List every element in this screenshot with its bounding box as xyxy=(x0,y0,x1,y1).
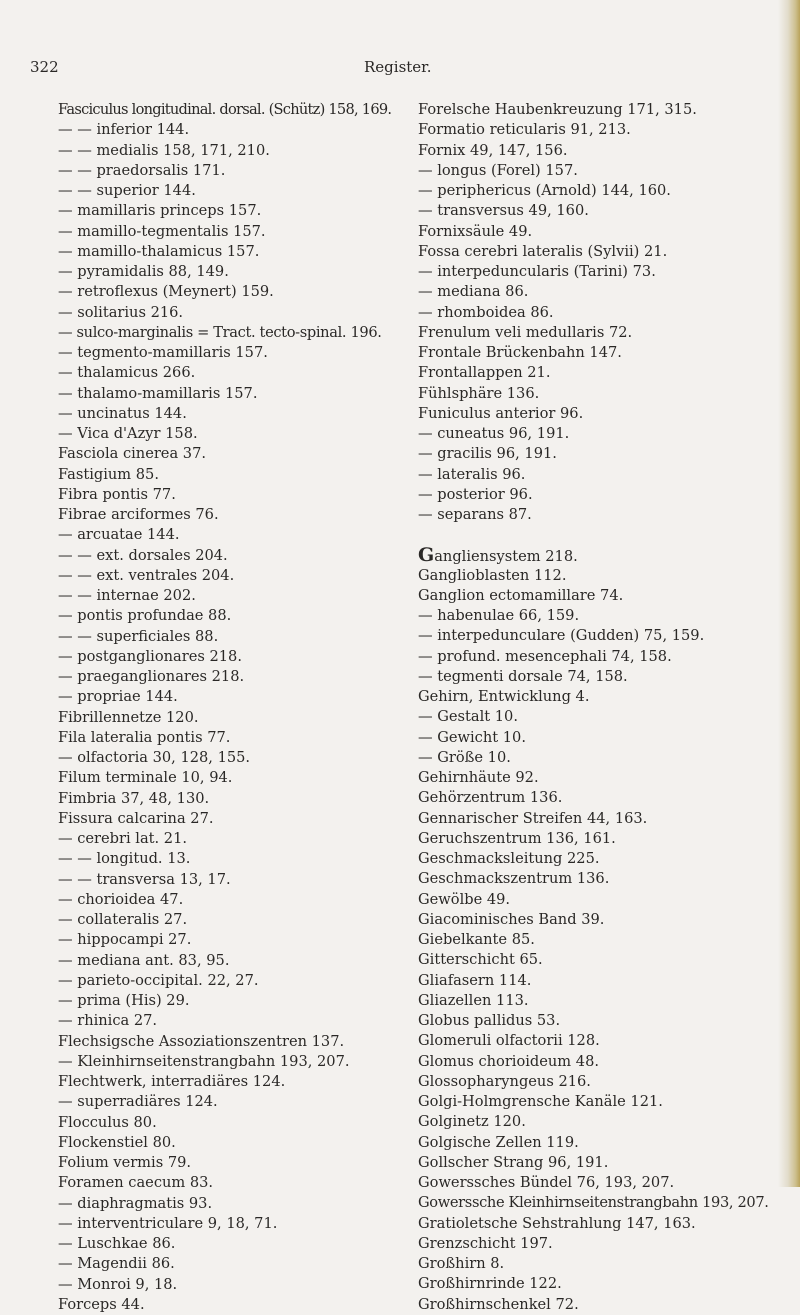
index-entry: Foramen caecum 83. xyxy=(58,1174,214,1192)
index-entry: Fila lateralia pontis 77. xyxy=(58,728,231,746)
section-initial: G xyxy=(418,544,435,567)
index-entry: Gehörzentrum 136. xyxy=(418,789,563,807)
index-entry: — longus (Forel) 157. xyxy=(418,161,578,179)
index-entry: Geschmackszentrum 136. xyxy=(418,870,610,888)
index-entry: Ganglion ectomamillare 74. xyxy=(418,586,624,604)
index-entry: — Vica d'Azyr 158. xyxy=(58,425,198,442)
index-entry: Flechsigsche Assoziationszentren 137. xyxy=(58,1032,345,1050)
index-entry: — — inferior 144. xyxy=(58,121,190,139)
index-entry: — parieto-occipital. 22, 27. xyxy=(58,971,259,989)
index-entry: Frontale Brückenbahn 147. xyxy=(418,344,622,361)
index-entry: — superradiäres 124. xyxy=(58,1093,218,1111)
index-entry: Flockenstiel 80. xyxy=(58,1133,176,1151)
index-entry: Fastigium 85. xyxy=(58,465,159,483)
index-entry: — gracilis 96, 191. xyxy=(418,445,557,463)
index-entry: Fissura calcarina 27. xyxy=(58,809,214,827)
index-entry: — Monroi 9, 18. xyxy=(58,1275,178,1293)
index-section-f xyxy=(418,100,790,525)
index-entry: Fasciola cinerea 37. xyxy=(58,445,206,463)
index-entry: Folium vermis 79. xyxy=(58,1154,192,1171)
index-entry: Gewölbe 49. xyxy=(418,890,511,908)
index-entry: — thalamo-mamillaris 157. xyxy=(58,384,258,402)
index-entry: Großhirnrinde 122. xyxy=(418,1275,562,1293)
index-entry: Flechtwerk, interradiäres 124. xyxy=(58,1073,286,1090)
index-entry: Forelsche Haubenkreuzung 171, 315. xyxy=(418,101,697,118)
page-header xyxy=(0,58,800,82)
index-entry: — — superior 144. xyxy=(58,182,196,199)
index-entry: — rhomboidea 86. xyxy=(418,303,554,321)
index-entry: Fossa cerebri lateralis (Sylvii) 21. xyxy=(418,242,668,260)
index-entry: — arcuatae 144. xyxy=(58,526,180,544)
index-entry: — prima (His) 29. xyxy=(58,992,190,1009)
index-entry: — — internae 202. xyxy=(58,587,196,604)
index-entry: — solitarius 216. xyxy=(58,303,184,321)
index-entry: Fibrae arciformes 76. xyxy=(58,506,219,523)
index-entry: — thalamicus 266. xyxy=(58,364,196,382)
index-entry: — — superficiales 88. xyxy=(58,627,219,645)
index-entry: Globus pallidus 53. xyxy=(418,1012,561,1029)
index-entry: — mediana 86. xyxy=(418,283,529,301)
index-entry: — interpeduncularis (Tarini) 73. xyxy=(418,263,656,280)
index-entry: Forceps 44. xyxy=(58,1295,145,1313)
index-entry: — profund. mesencephali 74, 158. xyxy=(418,647,672,665)
index-entry: Fimbria 37, 48, 130. xyxy=(58,789,210,807)
index-entry: Geruchszentrum 136, 161. xyxy=(418,829,616,847)
index-entry: Gliazellen 113. xyxy=(418,991,529,1009)
index-entry: — Gestalt 10. xyxy=(418,708,518,726)
index-entry: Fasciculus longitudinal. dorsal. (Schütz) 158, 169. xyxy=(58,101,392,118)
index-entry: Großhirn 8. xyxy=(418,1255,505,1272)
index-entry: — — ext. dorsales 204. xyxy=(58,546,228,564)
index-entry: Gowerssche Kleinhirnseitenstrangbahn 193, 207. xyxy=(418,1194,769,1212)
index-entry: Gennarischer Streifen 44, 163. xyxy=(418,809,648,827)
index-entry: Gliafasern 114. xyxy=(418,971,532,989)
index-entry: — collateralis 27. xyxy=(58,911,188,928)
index-entry: Filum terminale 10, 94. xyxy=(58,769,233,787)
index-entry: Fornixsäule 49. xyxy=(418,222,533,240)
index-entry: Funiculus anterior 96. xyxy=(418,404,584,422)
index-entry: — lateralis 96. xyxy=(418,465,526,483)
index-entry: Fibrillennetze 120. xyxy=(58,708,199,726)
index-entry: — cuneatus 96, 191. xyxy=(418,425,570,442)
index-entry: Geschmacksleitung 225. xyxy=(418,850,600,867)
index-entry: Golginetz 120. xyxy=(418,1113,526,1131)
index-entry: — — medialis 158, 171, 210. xyxy=(58,141,270,159)
index-column-left xyxy=(58,100,410,1315)
index-column-right xyxy=(418,100,790,1315)
index-entry: Giebelkante 85. xyxy=(418,931,535,948)
index-entry: Gollscher Strang 96, 191. xyxy=(418,1153,609,1171)
index-entry: Gitterschicht 65. xyxy=(418,951,543,969)
index-entry: — hippocampi 27. xyxy=(58,931,192,949)
index-entry: Ganglioblasten 112. xyxy=(418,566,567,584)
index-entry: — periphericus (Arnold) 144, 160. xyxy=(418,182,671,199)
index-entry: Golgi-Holmgrensche Kanäle 121. xyxy=(418,1093,663,1110)
index-entry: — pontis profundae 88. xyxy=(58,607,232,625)
index-entry: — olfactoria 30, 128, 155. xyxy=(58,749,251,766)
index-entry: Glossopharyngeus 216. xyxy=(418,1072,591,1090)
index-entry: Frenulum veli medullaris 72. xyxy=(418,323,633,341)
index-entry: — praeganglionares 218. xyxy=(58,668,245,685)
index-entry: — chorioidea 47. xyxy=(58,890,184,908)
index-entry: — — praedorsalis 171. xyxy=(58,161,226,179)
index-entry: — habenulae 66, 159. xyxy=(418,607,580,624)
index-entry: Fornix 49, 147, 156. xyxy=(418,141,568,159)
index-entry: — interpedunculare (Gudden) 75, 159. xyxy=(418,627,705,645)
index-entry: Großhirnschenkel 72. xyxy=(418,1295,579,1313)
index-entry: — interventriculare 9, 18, 71. xyxy=(58,1214,278,1232)
index-entry: — sulco-marginalis = Tract. tecto-spinal. 196. xyxy=(58,323,382,341)
index-entry: Fühlsphäre 136. xyxy=(418,384,540,402)
index-entry: Formatio reticularis 91, 213. xyxy=(418,121,631,139)
index-entry: Gehirn, Entwicklung 4. xyxy=(418,688,590,705)
page-number: 322 xyxy=(30,58,59,76)
index-entry: — uncinatus 144. xyxy=(58,404,187,422)
index-entry: Grenzschicht 197. xyxy=(418,1234,553,1252)
index-entry: — mediana ant. 83, 95. xyxy=(58,951,230,969)
index-entry: — propriae 144. xyxy=(58,688,178,706)
index-entry: — mamillo-tegmentalis 157. xyxy=(58,222,266,240)
index-entry: — Gewicht 10. xyxy=(418,728,526,746)
index-entry: Flocculus 80. xyxy=(58,1113,157,1131)
index-entry: Gratioletsche Sehstrahlung 147, 163. xyxy=(418,1214,696,1232)
index-entry xyxy=(418,545,790,565)
index-entry: Gehirnhäute 92. xyxy=(418,769,539,786)
index-entry: Golgische Zellen 119. xyxy=(418,1133,579,1151)
running-head: Register. xyxy=(364,58,432,76)
index-entry: — posterior 96. xyxy=(418,485,533,503)
index-entry: — diaphragmatis 93. xyxy=(58,1194,213,1212)
index-entry: — tegmenti dorsale 74, 158. xyxy=(418,667,628,685)
index-entry-text: angliensystem 218. xyxy=(434,548,578,566)
index-entry: — mamillaris princeps 157. xyxy=(58,202,262,220)
index-entry: Frontallappen 21. xyxy=(418,364,551,382)
index-entry: Fibra pontis 77. xyxy=(58,485,176,503)
index-entry: Giacominisches Band 39. xyxy=(418,910,605,928)
index-entry: — — longitud. 13. xyxy=(58,850,191,868)
index-entry: — transversus 49, 160. xyxy=(418,202,589,220)
index-entry: — — ext. ventrales 204. xyxy=(58,566,235,584)
index-entry: — tegmento-mamillaris 157. xyxy=(58,344,268,361)
index-entry: — Luschkae 86. xyxy=(58,1235,176,1252)
index-entry: — pyramidalis 88, 149. xyxy=(58,263,229,280)
index-section-g xyxy=(418,566,790,1315)
index-entry: Gowerssches Bündel 76, 193, 207. xyxy=(418,1174,675,1191)
index-entry: — separans 87. xyxy=(418,506,532,523)
index-entry: — rhinica 27. xyxy=(58,1012,158,1030)
index-entry: — — transversa 13, 17. xyxy=(58,870,231,888)
index-entry: — mamillo-thalamicus 157. xyxy=(58,242,260,260)
index-entry: Glomus chorioideum 48. xyxy=(418,1052,599,1070)
index-entry: — Kleinhirnseitenstrangbahn 193, 207. xyxy=(58,1052,350,1070)
index-entry: — Größe 10. xyxy=(418,748,511,766)
index-entry: — Magendii 86. xyxy=(58,1255,175,1273)
index-entry: — postganglionares 218. xyxy=(58,647,242,665)
index-entry: — retroflexus (Meynert) 159. xyxy=(58,283,274,301)
index-entry: Glomeruli olfactorii 128. xyxy=(418,1032,600,1050)
index-entry: — cerebri lat. 21. xyxy=(58,830,187,847)
